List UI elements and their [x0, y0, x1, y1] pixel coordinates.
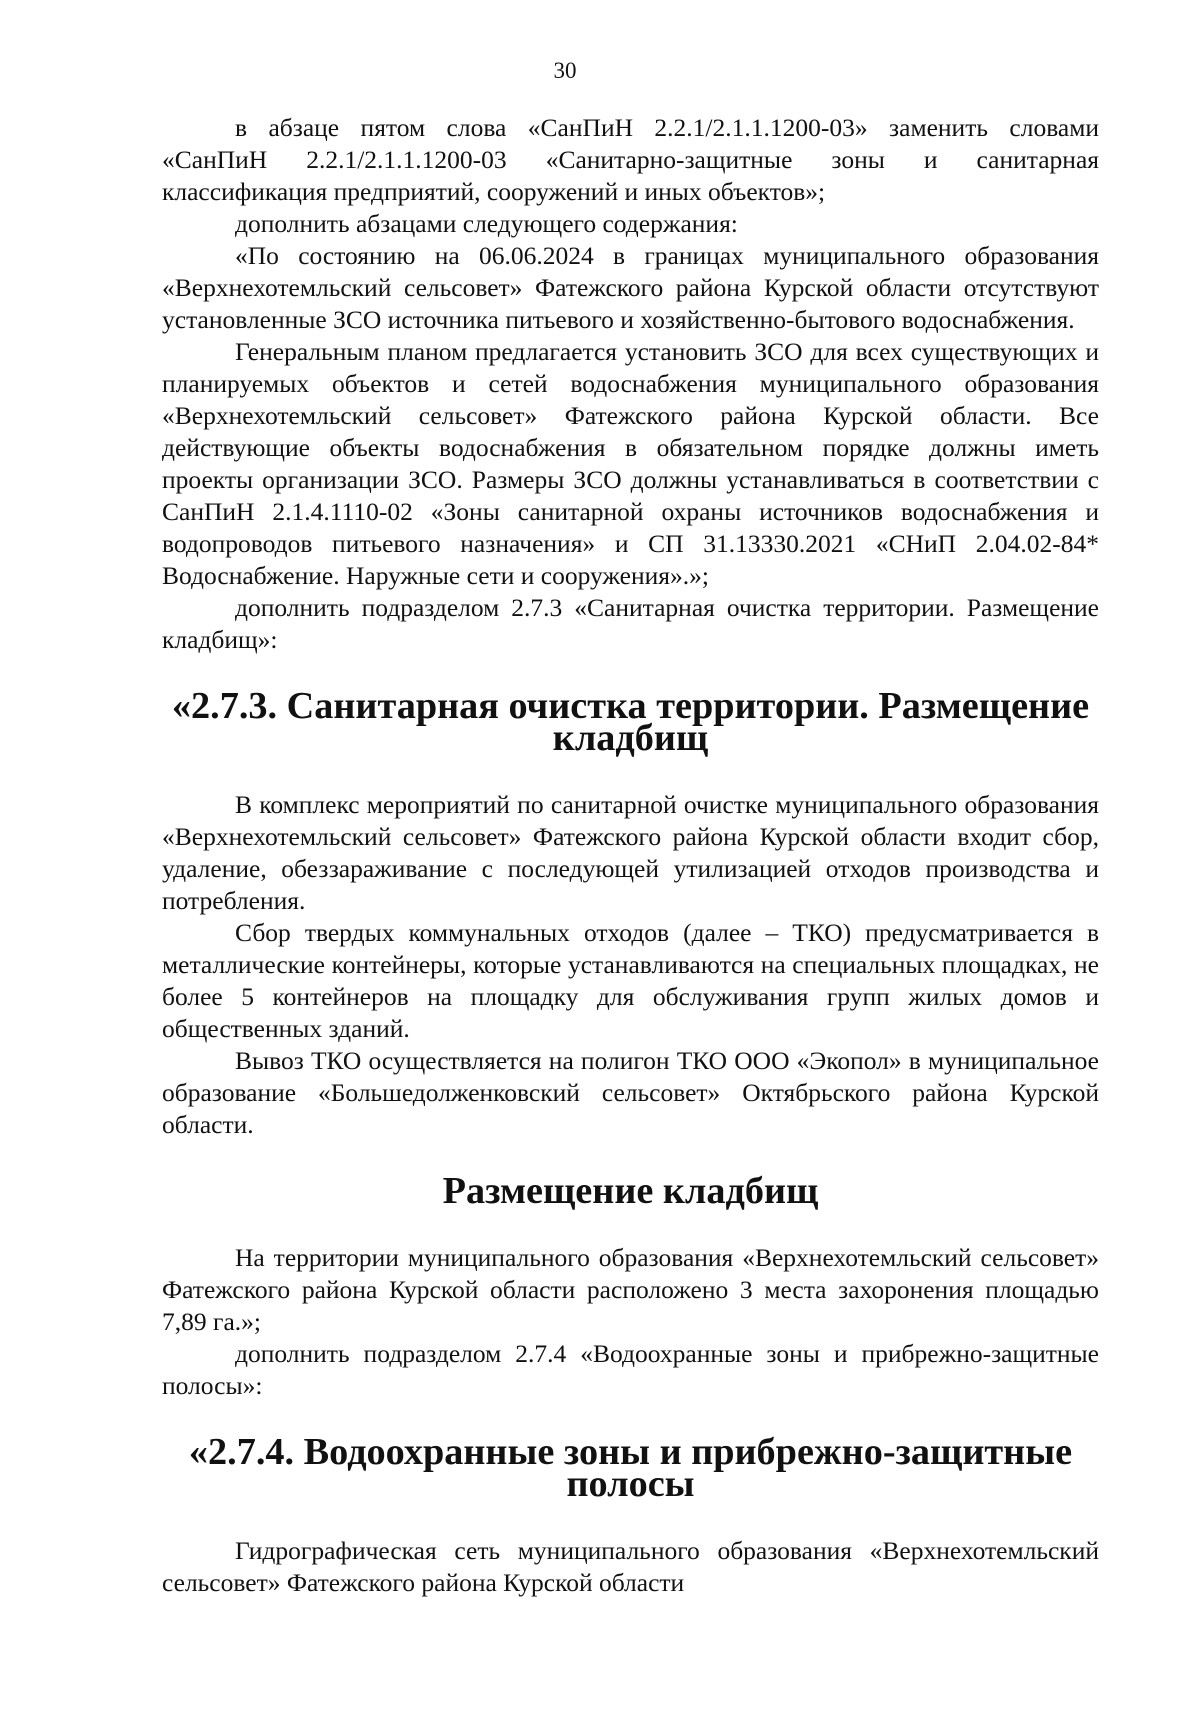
paragraph: На территории муниципального образования «Верхнехотемльский сельсовет» Фатежского района Курской области расположено 3 места захоронения площадью 7,89 га.»; — [162, 1243, 1099, 1336]
paragraph: Генеральным планом предлагается установить ЗСО для всех существующих и планируемых объектов и сетей водоснабжения муниципального образования «Верхнехотемльский сельсовет» Фатежского района Курской области. Все действующие объекты водоснабжения в обязательном порядке должны иметь проекты организации ЗСО. Размеры ЗСО должны устанавливаться в соответствии с СанПиН 2.1.4.1110-02 «Зоны санитарной охраны источников водоснабжения и водопроводов питьевого назначения» и СП 31.13330.2021 «СНиП 2.04.02-84* Водоснабжение. Наружные сети и сооружения».»; — [162, 337, 1099, 590]
paragraph: Вывоз ТКО осуществляется на полигон ТКО ООО «Экопол» в муниципальное образование «Большедолженковский сельсовет» Октябрьского района Курской области. — [162, 1046, 1099, 1139]
paragraph: дополнить абзацами следующего содержания: — [235, 209, 738, 238]
document-body — [162, 112, 1099, 1599]
paragraph: «По состоянию на 06.06.2024 в границах муниципального образования «Верхнехотемльский сельсовет» Фатежского района Курской области отсутствуют установленные ЗСО источника питьевого и хозяйственно-бытового водоснабжения. — [162, 241, 1099, 334]
paragraph: Гидрографическая сеть муниципального образования «Верхнехотемльский сельсовет» Фатежского района Курской области — [162, 1536, 1099, 1597]
paragraph: дополнить подразделом 2.7.4 «Водоохранные зоны и прибрежно-защитные полосы»: — [162, 1339, 1099, 1400]
paragraph: в абзаце пятом слова «СанПиН 2.2.1/2.1.1.1200-03» заменить словами «СанПиН 2.2.1/2.1.1.1200-03 «Санитарно-защитные зоны и санитарная классификация предприятий, сооружений и иных объектов»; — [162, 113, 1099, 206]
page-number: 30 — [553, 58, 577, 83]
paragraph: Сбор твердых коммунальных отходов (далее – ТКО) предусматривается в металлические контейнеры, которые устанавливаются на специальных площадках, не более 5 контейнеров на площадку для обслуживания групп жилых домов и общественных зданий. — [162, 918, 1099, 1043]
section-heading-2-7-3: «2.7.3. Санитарная очистка территории. Размещение кладбищ — [171, 685, 1090, 759]
paragraph: дополнить подразделом 2.7.3 «Санитарная очистка территории. Размещение кладбищ»: — [162, 593, 1099, 654]
subsection-heading-cemeteries: Размещение кладбищ — [442, 1170, 819, 1212]
paragraph: В комплекс мероприятий по санитарной очистке муниципального образования «Верхнехотемльский сельсовет» Фатежского района Курской области входит сбор, удаление, обеззараживание с последующей утилизацией отходов производства и потребления. — [162, 790, 1099, 915]
section-heading-2-7-4: «2.7.4. Водоохранные зоны и прибрежно-защитные полосы — [188, 1431, 1073, 1505]
